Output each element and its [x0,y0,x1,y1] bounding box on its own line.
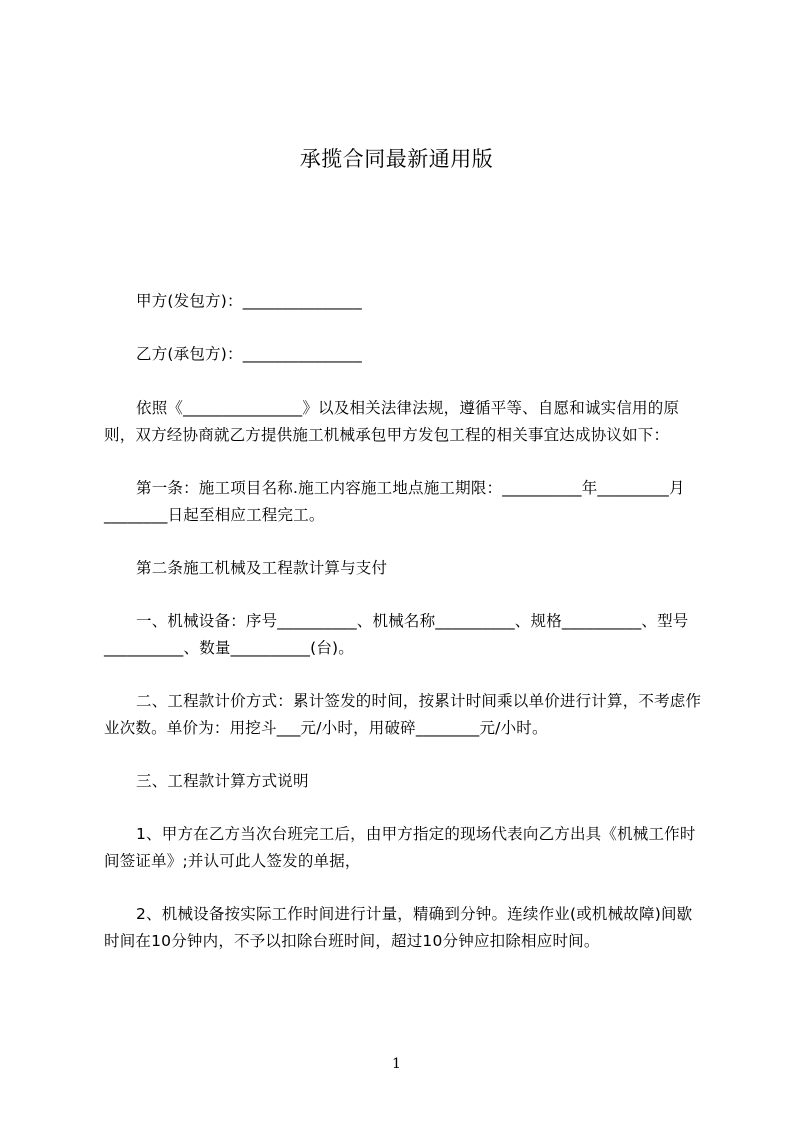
article-one-paragraph: 第一条：施工项目名称.施工内容施工地点施工期限：__________年_________月________日起至相应工程完工。 [104,479,685,524]
page-number: 1 [392,1056,401,1072]
clause-one-paragraph: 1、甲方在乙方当次台班完工后，由甲方指定的现场代表向乙方出具《机械工作时间签证单》;并认可此人签发的单据， [104,825,696,870]
party-a-line: 甲方(发包方)：_______________ [136,292,362,310]
document-title: 承揽合同最新通用版 [299,147,494,171]
pricing-paragraph: 二、工程款计价方式：累计签发的时间，按累计时间乘以单价进行计算，不考虑作业次数。单价为：用挖斗___元/小时，用破碎________元/小时。 [104,692,702,737]
article-two-heading: 第二条施工机械及工程款计算与支付 [136,559,388,577]
machinery-paragraph: 一、机械设备：序号__________、机械名称__________、规格__________、型号__________、数量__________(台)。 [104,612,689,657]
calculation-heading: 三、工程款计算方式说明 [136,772,309,790]
party-b-line: 乙方(承包方)：_______________ [136,345,362,363]
preamble-paragraph: 依照《_______________》以及相关法律法规，遵循平等、自愿和诚实信用的原则，双方经协商就乙方提供施工机械承包甲方发包工程的相关事宜达成协议如下： [104,399,680,444]
clause-two-paragraph: 2、机械设备按实际工作时间进行计量，精确到分钟。连续作业(或机械故障)间歇时间在10分钟内，不予以扣除台班时间，超过10分钟应扣除相应时间。 [104,905,693,950]
